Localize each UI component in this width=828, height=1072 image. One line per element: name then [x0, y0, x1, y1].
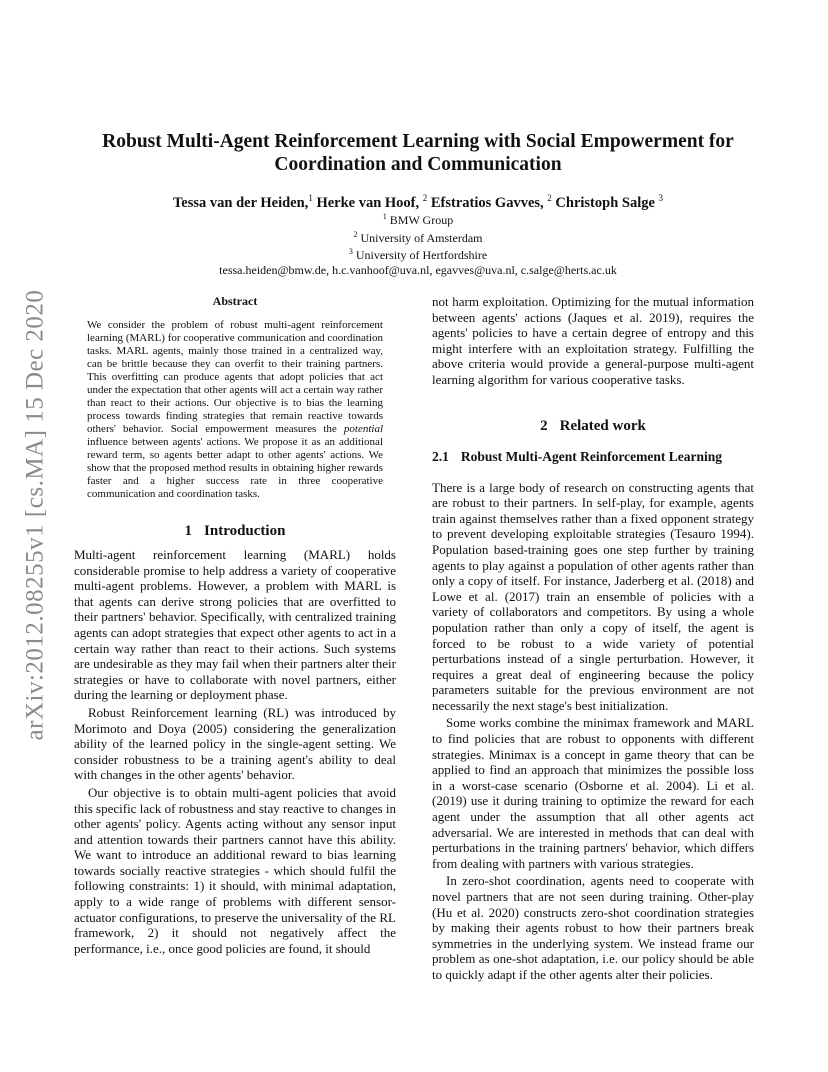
related-paragraph: In zero-shot coordination, agents need to cooperate with novel partners that are not seen during training. Other-play (Hu et al. 2020) constructs zero-shot coordination strategies by making their agents robust to how their partners break symmetries in the underlying system. We instead frame our problem as one-shot adaptation, i.e. our policy should be able to quickly adapt if the other agents alter their policies.	[432, 873, 754, 982]
abstract	[74, 294, 396, 501]
arxiv-stamp	[10, 275, 60, 755]
author-affil-mark: 2	[547, 193, 552, 203]
abstract-text: We consider the problem of robust multi-agent reinforcement learning (MARL) for cooperative communication and coordination tasks. MARL agents, mainly those trained in a centralized way, can be brittle because they can overfit to their training partners. This overfitting can produce agents that adopt policies that act under the expectation that other agents will act a certain way rather than react to their actions. Our objective is to bias the learning process towards finding strategies that remain reactive towards others' behavior. Social empowerment measures the potential influence between agents' actions. We propose it as an additional reward term, so agents better adapt to other agents' actions. We show that the proposed method results in obtaining higher rewards faster and a higher success rate in three cooperative communication and coordination tasks.	[87, 319, 383, 500]
author-name: Efstratios Gavves,	[430, 194, 544, 211]
subsection-heading: 2.1 Robust Multi-Agent Reinforcement Learning	[432, 448, 722, 464]
abstract-heading: Abstract	[212, 294, 258, 308]
affiliation-line: $^1$ BMW Group	[382, 212, 454, 227]
author-affil-mark: 1	[308, 193, 313, 203]
intro-paragraph: Our objective is to obtain multi-agent policies that avoid this specific lack of robustness and stay reactive to changes in other agents' policy. Agents acting without any sensor input and attention towards their partners cannot have this ability. We want to introduce an additional reward to bias learning towards socially reactive strategies - which should fulfil the following constraints: 1) it should, with minimal adaptation, apply to a wide range of problems with different sensor-actuator configurations, to preserve the universality of the RL framework, 2) it should not negatively affect the performance, i.e., once good policies are found, it should	[74, 784, 397, 956]
author-name: Christoph Salge	[555, 194, 655, 211]
paper-title: Robust Multi-Agent Reinforcement Learning with Social Empowerment for Coordination and Communication	[102, 131, 734, 175]
related-paragraph: Some works combine the minimax framework and MARL to find policies that are robust to opponents with different strategies. Minimax is a concept in game theory that can be applied to find an approach that minimizes the possible loss in a worst-case scenario (Osborne et al. 2004). Li et al. (2019) use it during training to optimize the reward for each agent under the assumption that all other agents act adversarial. We are interested in methods that can deal with perturbations in the training partners' behavior, which differs from dealing with partners with various strategies.	[432, 715, 754, 871]
related-paragraph: There is a large body of research on constructing agents that are robust to their partners. In self-play, for example, agents train against themselves rather than a fixed opponent strategy to prevent developing exploitable strategies (Tesauro 1994). Population based-training goes one step further by training agents to play against a population of other agents rather than only a copy of itself. For instance, Jaderberg et al. (2018) and Lowe et al. (2017) train an ensemble of policies with a variety of collaborators and competitors. By using a whole population rather than only a copy of itself, the agent is forced to be robust to a wide variety of potential perturbations instead of a single perturbation. However, it requires a great deal of engineering because the policy parameters suitable for the previous environment are not necessarily the next stage's best initialization.	[432, 479, 754, 713]
author-name: Herke van Hoof,	[316, 194, 420, 211]
section-heading-introduction: 1 Introduction	[184, 523, 286, 539]
left-column	[74, 294, 396, 956]
intro-continuation: not harm exploitation. Optimizing for the mutual information between agents' actions (Jaques et al. 2019), requires the agents' policies to have a certain degree of entropy and this might interfere with an exploitation strategy. Fulfilling the above criteria would provide a general-purpose multi-agent learning algorithm for various cooperative tasks.	[432, 294, 754, 387]
arxiv-stamp-text: arXiv:2012.08255v1 [cs.MA] 15 Dec 2020	[21, 289, 48, 741]
affiliations	[90, 210, 746, 277]
author-emails: tessa.heiden@bmw.de, h.c.vanhoof@uva.nl, egavves@uva.nl, c.salge@herts.ac.uk	[219, 262, 617, 277]
affiliation-line: $^3$ University of Hertfordshire	[348, 247, 488, 262]
affiliation-line: $^2$ University of Amsterdam	[353, 229, 483, 245]
right-column	[432, 294, 754, 983]
intro-paragraph: Robust Reinforcement learning (RL) was introduced by Morimoto and Doya (2005) considering the generalization ability of the learned policy in the single-agent setting. We consider robustness to be a training agent's ability to deal with changes in the other agents' behavior.	[74, 704, 396, 783]
author-affil-mark: 3	[658, 193, 664, 203]
author-list	[90, 189, 746, 212]
intro-paragraph: Multi-agent reinforcement learning (MARL) holds considerable promise to help address a variety of cooperative multi-agent problems. However, a problem with MARL is that agents can derive strong policies that are overfitted to their partners' behavior. Specifically, with centralized training agents can adopt strategies that expect other agents to act in a certain way rather than react to their actions. Such systems are undesirable as they may fail when their partners alter their strategies or have to collaborate with novel partners, either during the learning or deployment phase.	[74, 547, 396, 703]
author-affil-mark: 2	[422, 193, 428, 203]
section-heading-related-work: 2 Related work	[540, 417, 646, 434]
author-name: Tessa van der Heiden,	[172, 194, 309, 211]
